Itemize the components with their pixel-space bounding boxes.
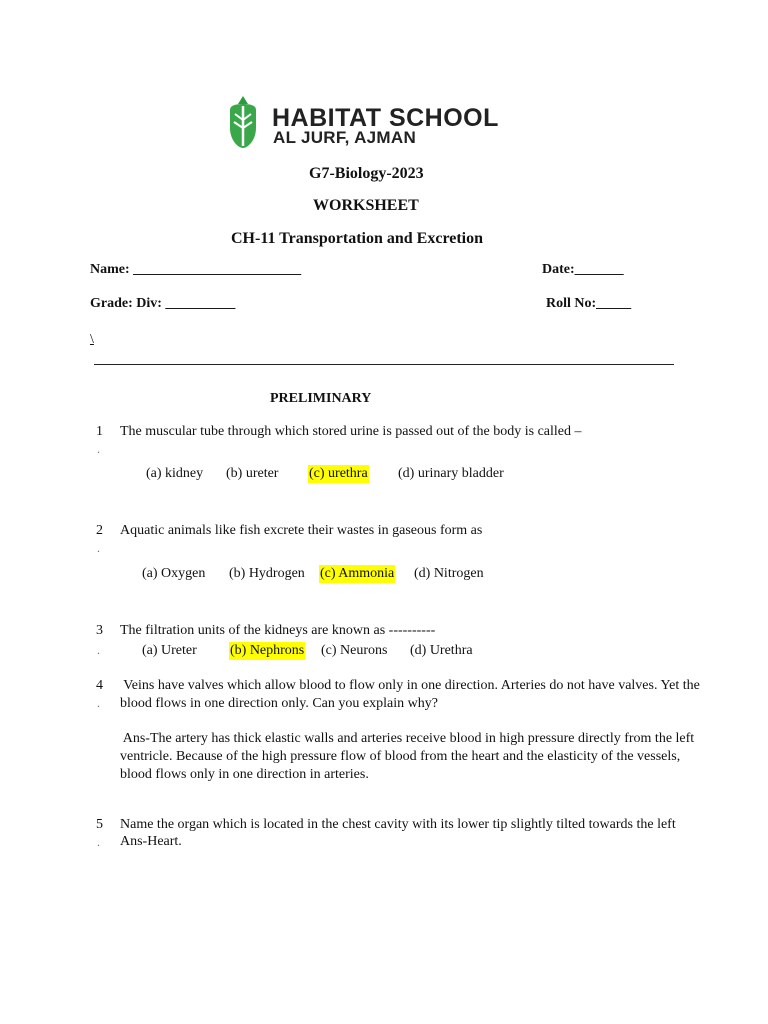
section-heading: PRELIMINARY bbox=[270, 391, 372, 406]
roll-no-field: Roll No:_____ bbox=[546, 296, 632, 311]
option-c-highlighted: (c) Ammonia bbox=[320, 566, 395, 581]
school-name: HABITAT SCHOOL bbox=[272, 104, 499, 132]
school-location: AL JURF, AJMAN bbox=[273, 128, 417, 147]
option-c: (c) Neurons bbox=[321, 643, 388, 658]
stray-mark: \ bbox=[90, 332, 94, 347]
question-text-line-2: blood flows in one direction only. Can you explain why? bbox=[120, 696, 438, 711]
option-d: (d) Urethra bbox=[410, 643, 473, 658]
option-c-highlighted: (c) urethra bbox=[309, 466, 368, 481]
question-number: 5 bbox=[96, 817, 103, 832]
divider-line bbox=[94, 364, 674, 365]
option-d: (d) Nitrogen bbox=[414, 566, 484, 581]
question-marker: . bbox=[97, 696, 100, 710]
answer-line-1: Ans-The artery has thick elastic walls and arteries receive blood in high pressure directly from the left bbox=[120, 731, 695, 746]
option-d: (d) urinary bladder bbox=[398, 466, 504, 481]
grade-div-field: Grade: Div: __________ bbox=[90, 296, 236, 311]
question-marker: . bbox=[97, 835, 100, 849]
answer-line-2: ventricle. Because of the high pressure flow of blood from the heart and the elasticity of the vessels, bbox=[120, 749, 681, 764]
question-marker: . bbox=[97, 643, 100, 657]
leaf-pencil-icon bbox=[226, 94, 260, 150]
question-number: 1 bbox=[96, 424, 103, 439]
question-text: The muscular tube through which stored urine is passed out of the body is called – bbox=[120, 424, 582, 439]
question-text: The filtration units of the kidneys are known as ---------- bbox=[120, 623, 436, 638]
question-marker: . bbox=[97, 541, 100, 555]
question-text: Aquatic animals like fish excrete their wastes in gaseous form as bbox=[120, 523, 483, 538]
name-field: Name: ________________________ bbox=[90, 262, 302, 277]
option-b-highlighted: (b) Nephrons bbox=[230, 643, 305, 658]
question-number: 4 bbox=[96, 678, 103, 693]
question-number: 2 bbox=[96, 523, 103, 538]
question-marker: . bbox=[97, 442, 100, 456]
date-field: Date:_______ bbox=[542, 262, 624, 277]
option-b: (b) Hydrogen bbox=[229, 566, 305, 581]
school-logo bbox=[226, 94, 499, 150]
option-b: (b) ureter bbox=[226, 466, 279, 481]
question-number: 3 bbox=[96, 623, 103, 638]
answer-text: Ans-Heart. bbox=[120, 834, 182, 849]
question-text-line-1: Veins have valves which allow blood to flow only in one direction. Arteries do not have valves. Yet the bbox=[120, 678, 700, 693]
option-a: (a) Oxygen bbox=[142, 566, 206, 581]
option-a: (a) Ureter bbox=[142, 643, 197, 658]
answer-line-3: blood flows only in one direction in arteries. bbox=[120, 767, 369, 782]
question-text: Name the organ which is located in the chest cavity with its lower tip slightly tilted towards the left bbox=[120, 817, 676, 832]
option-a: (a) kidney bbox=[146, 466, 204, 481]
chapter-title: CH-11 Transportation and Excretion bbox=[231, 230, 484, 247]
worksheet-title: G7-Biology-2023 bbox=[309, 165, 424, 182]
worksheet-subtitle: WORKSHEET bbox=[313, 197, 419, 214]
